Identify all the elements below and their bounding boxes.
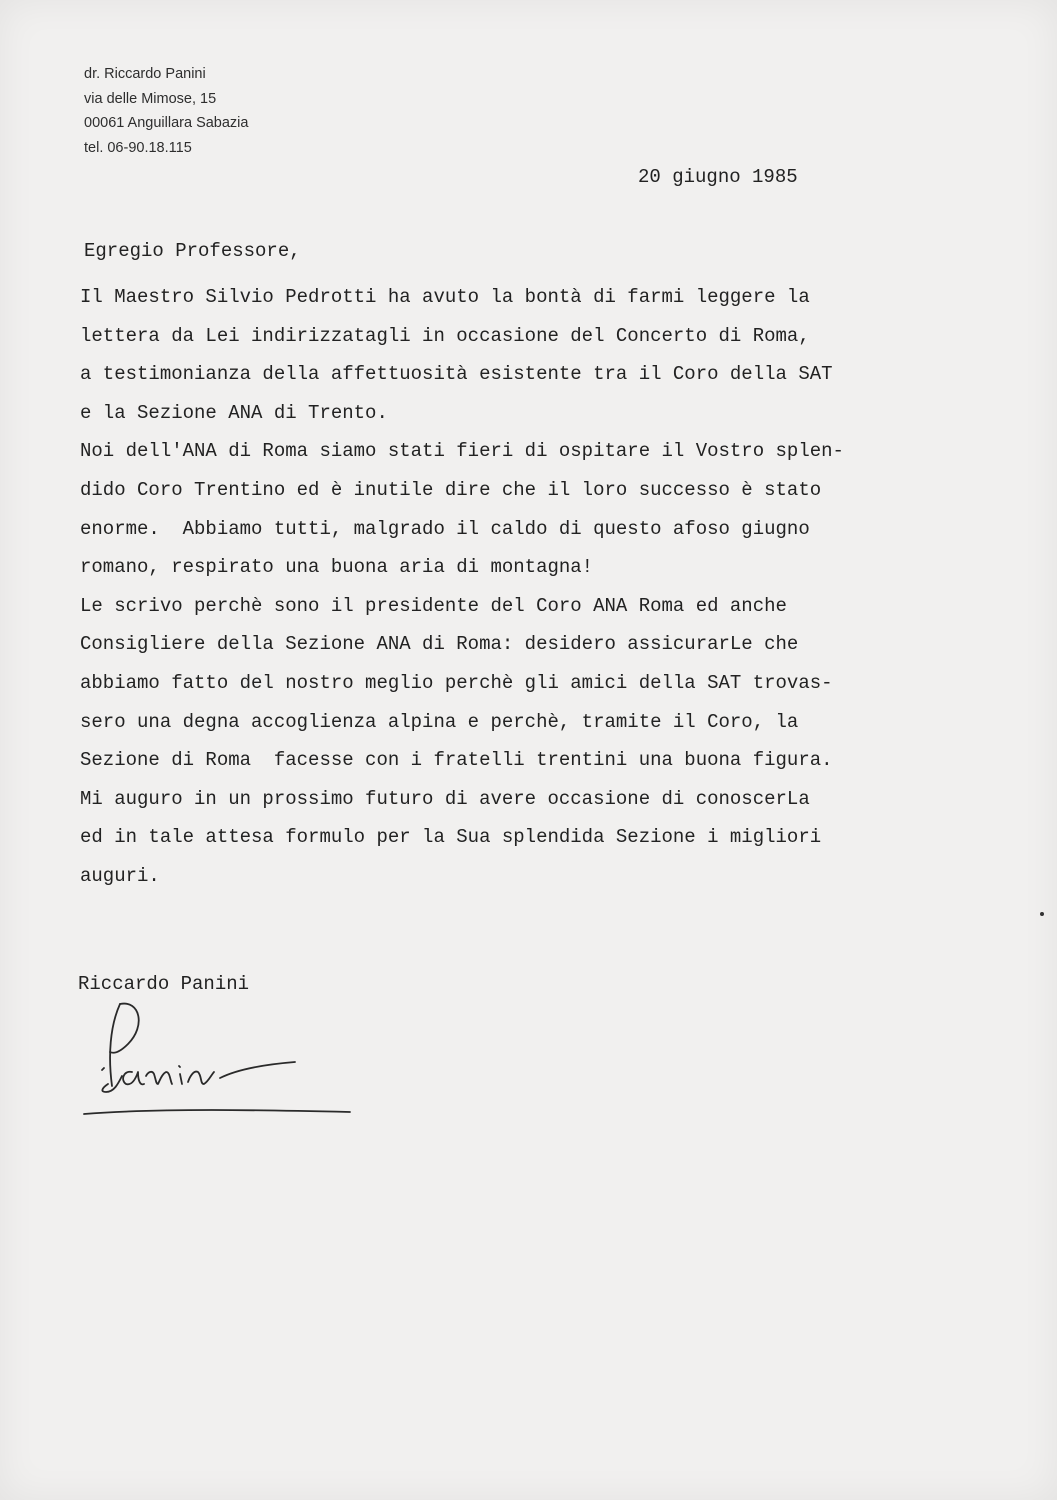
body-line: Mi auguro in un prossimo futuro di avere occasione di conoscerLa bbox=[80, 787, 810, 810]
body-line: Sezione di Roma facesse con i fratelli trentini una buona figura. bbox=[80, 749, 833, 772]
paper-speck bbox=[1040, 912, 1044, 916]
letterhead bbox=[84, 62, 248, 160]
body-line: Le scrivo perchè sono il presidente del Coro ANA Roma ed anche bbox=[80, 594, 787, 617]
body-line: Il Maestro Silvio Pedrotti ha avuto la bontà di farmi leggere la bbox=[80, 286, 810, 308]
sender-name: dr. Riccardo Panini bbox=[84, 66, 206, 82]
body-line: romano, respirato una buona aria di montagna! bbox=[80, 556, 594, 579]
body-line: dido Coro Trentino ed è inutile dire che il loro successo è stato bbox=[80, 478, 822, 501]
body-line: abbiamo fatto del nostro meglio perchè gli amici della SAT trovas- bbox=[80, 671, 833, 694]
sender-city: 00061 Anguillara Sabazia bbox=[84, 115, 249, 131]
letter-date: 20 giugno 1985 bbox=[638, 166, 798, 188]
body-line: Consigliere della Sezione ANA di Roma: desidero assicurarLe che bbox=[80, 633, 799, 656]
body-line: enorme. Abbiamo tutti, malgrado il caldo di questo afoso giugno bbox=[80, 517, 810, 540]
body-line: Noi dell'ANA di Roma siamo stati fieri di ospitare il Vostro splen- bbox=[80, 440, 844, 463]
handwritten-signature bbox=[80, 996, 370, 1126]
body-line: a testimonianza della affettuosità esistente tra il Coro della SAT bbox=[80, 363, 833, 386]
signer-name: Riccardo Panini bbox=[78, 973, 250, 995]
letter-body bbox=[80, 278, 844, 896]
body-line: e la Sezione ANA di Trento. bbox=[80, 401, 388, 424]
salutation: Egregio Professore, bbox=[84, 240, 301, 262]
body-line: sero una degna accoglienza alpina e perchè, tramite il Coro, la bbox=[80, 710, 799, 733]
body-line: lettera da Lei indirizzatagli in occasione del Concerto di Roma, bbox=[80, 324, 810, 347]
body-line: auguri. bbox=[80, 864, 160, 887]
body-line: ed in tale attesa formulo per la Sua splendida Sezione i migliori bbox=[80, 826, 822, 849]
sender-phone: tel. 06-90.18.115 bbox=[84, 139, 192, 156]
sender-address: via delle Mimose, 15 bbox=[84, 90, 217, 107]
